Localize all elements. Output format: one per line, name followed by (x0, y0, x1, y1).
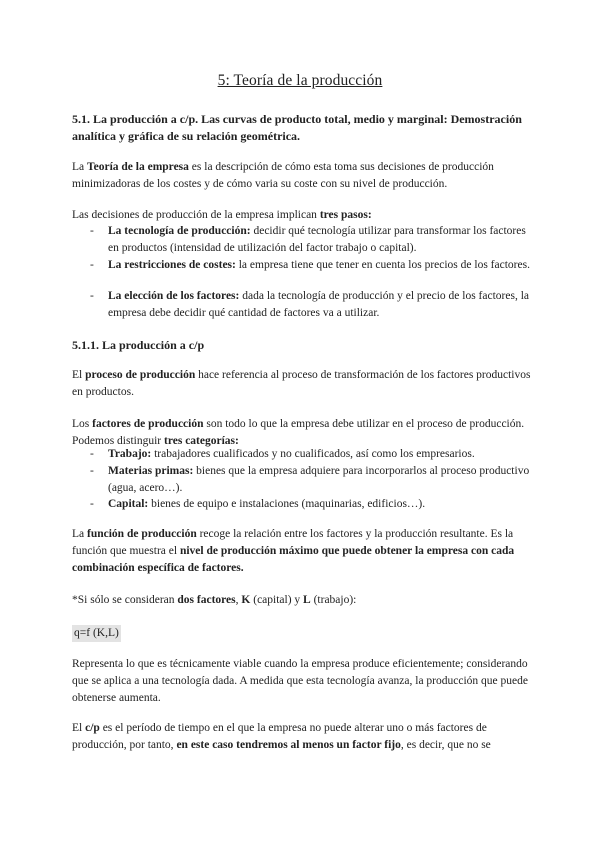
list-dash: - (90, 259, 94, 271)
list-dash: - (90, 448, 94, 460)
list-dash: - (90, 465, 94, 477)
list-item-capital: Capital: bienes de equipo e instalaciones (maquinarias, edificios…). (108, 498, 426, 510)
paragraph-decisiones: Las decisiones de producción de la empresa implican tres pasos: (72, 209, 372, 221)
list-item-materias-primas: Materias primas: bienes que la empresa adquiere para incorporarlos al proceso productivo (agua, acero…). (108, 465, 530, 494)
section-heading-5-1: 5.1. La producción a c/p. Las curvas de producto total, medio y marginal: Demostración analítica y gráfica de su relación geométrica. (72, 112, 522, 143)
paragraph-representa: Representa lo que es técnicamente viable cuando la empresa produce eficientemente; considerando que se aplica a una tecnología dada. A medida que esta tecnología avanza, la producción que puede obtenerse aumenta. (72, 658, 528, 704)
list-item-restricciones: La restricciones de costes: la empresa tiene que tener en cuenta los precios de los factores. (108, 259, 530, 271)
paragraph-corto-plazo: El c/p es el período de tiempo en el que la empresa no puede alterar uno o más factores de producción, por tanto, en este caso tendremos al menos un factor fijo, es decir, que no se (72, 722, 491, 751)
list-item-tecnologia: La tecnología de producción: decidir qué tecnología utilizar para transformar los factores en productos (intensidad de utilización del factor trabajo o capital). (108, 225, 526, 254)
list-dash: - (90, 225, 94, 237)
paragraph-proceso-produccion: El proceso de producción hace referencia al proceso de transformación de los factores productivos en productos. (72, 369, 531, 398)
paragraph-teoria-empresa: La Teoría de la empresa es la descripción de cómo esta toma sus decisiones de producción minimizadoras de los costes y de cómo varia su coste con su nivel de producción. (72, 161, 494, 190)
page-title: 5: Teoría de la producción (217, 72, 383, 89)
production-function-formula: q=f (K,L) (72, 625, 121, 642)
paragraph-factores-produccion: Los factores de producción son todo lo que la empresa debe utilizar en el proceso de producción. Podemos distinguir tres categorías: (72, 418, 525, 447)
list-dash: - (90, 498, 94, 510)
list-dash: - (90, 290, 94, 302)
paragraph-dos-factores: *Si sólo se consideran dos factores, K (capital) y L (trabajo): (72, 594, 357, 606)
section-heading-5-1-1: 5.1.1. La producción a c/p (72, 338, 205, 352)
list-item-eleccion: La elección de los factores: dada la tecnología de producción y el precio de los factores, la empresa debe decidir qué cantidad de factores va a utilizar. (108, 290, 529, 319)
list-item-trabajo: Trabajo: trabajadores cualificados y no cualificados, así como los empresarios. (108, 448, 475, 460)
paragraph-funcion-produccion: La función de producción recoge la relación entre los factores y la producción resultante. Es la función que muestra el nivel de producción máximo que puede obtener la empresa con cada combinación específica de factores. (72, 528, 515, 574)
